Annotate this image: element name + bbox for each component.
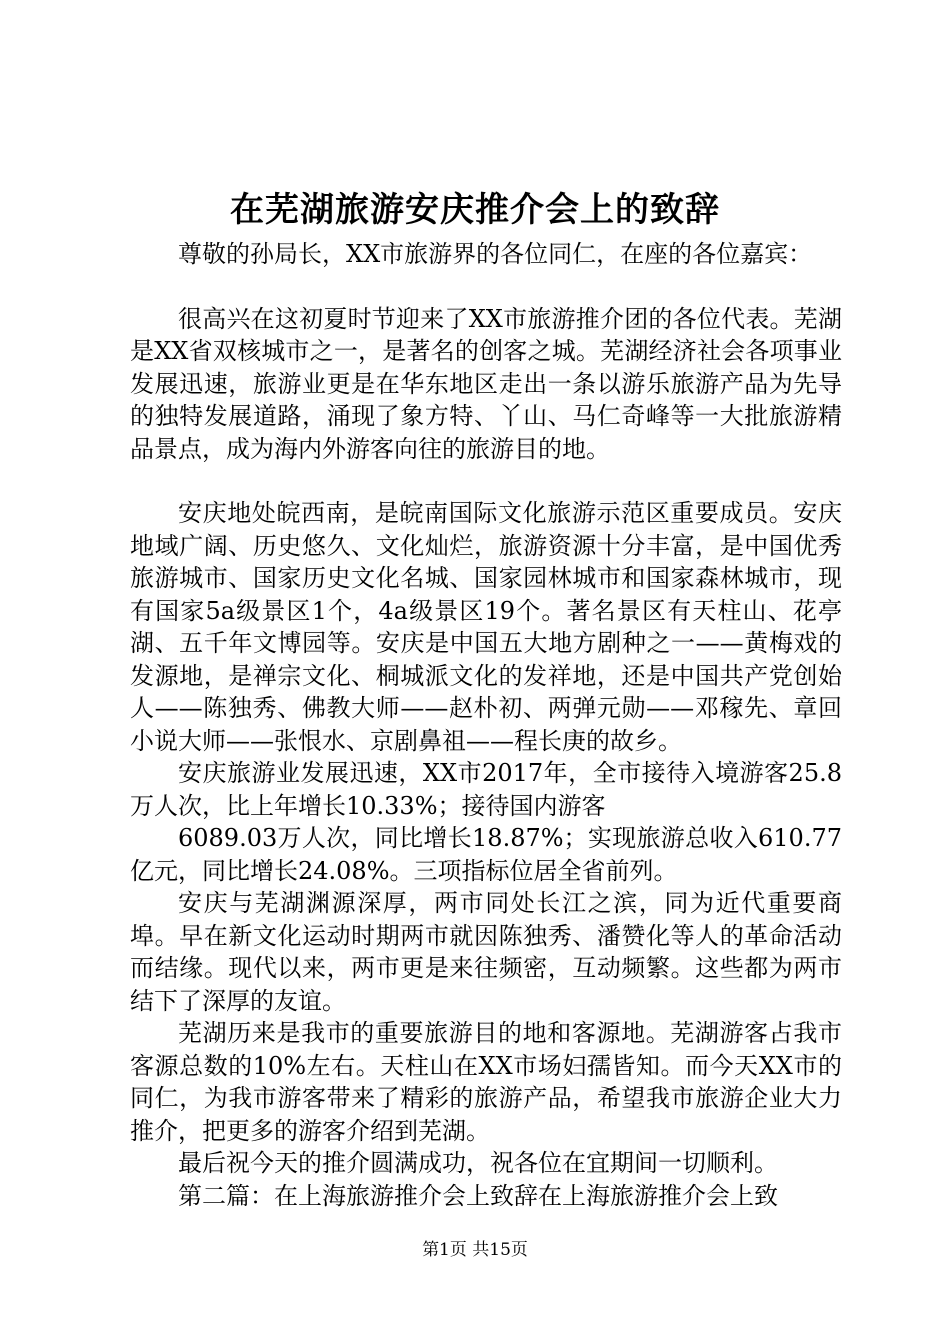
document-title: 在芜湖旅游安庆推介会上的致辞 — [230, 190, 720, 230]
document-body — [130, 238, 842, 1212]
visitor-source-paragraph: 芜湖历来是我市的重要旅游目的地和客源地。芜湖游客占我市客源总数的10%左右。天柱山在XX市场妇孺皆知。而今天XX市的同仁，为我市游客带来了精彩的旅游产品，希望我市旅游企业大力推介，把更多的游客介绍到芜湖。 — [130, 1019, 842, 1145]
second-article-heading: 第二篇：在上海旅游推介会上致辞在上海旅游推介会上致 — [178, 1181, 778, 1210]
salutation-paragraph: 尊敬的孙局长，XX市旅游界的各位同仁，在座的各位嘉宾： — [178, 240, 813, 268]
paragraph-spacer — [130, 271, 842, 303]
tourism-stats-continued-paragraph: 6089.03万人次，同比增长18.87%；实现旅游总收入610.77亿元，同比增长24.08%。三项指标位居全省前列。 — [130, 824, 842, 885]
wuhu-intro-paragraph: 很高兴在这初夏时节迎来了XX市旅游推介团的各位代表。芜湖是XX省双核城市之一，是著名的创客之城。芜湖经济社会各项事业发展迅速，旅游业更是在华东地区走出一条以游乐旅游产品为先导的独特发展道路，涌现了象方特、丫山、马仁奇峰等一大批旅游精品景点，成为海内外游客向往的旅游目的地。 — [130, 304, 842, 463]
anqing-intro-paragraph: 安庆地处皖西南，是皖南国际文化旅游示范区重要成员。安庆地域广阔、历史悠久、文化灿烂，旅游资源十分丰富，是中国优秀旅游城市、国家历史文化名城、国家园林城市和国家森林城市，现有国家5a级景区1个，4a级景区19个。著名景区有天柱山、花亭湖、五千年文博园等。安庆是中国五大地方剧种之一——黄梅戏的发源地，是禅宗文化、桐城派文化的发祥地，还是中国共产党创始人——陈独秀、佛教大师——赵朴初、两弹元勋——邓稼先、章回小说大师——张恨水、京剧鼻祖——程长庚的故乡。 — [130, 499, 842, 755]
tourism-stats-paragraph: 安庆旅游业发展迅速，XX市2017年，全市接待入境游客25.8万人次，比上年增长10.33%；接待国内游客 — [130, 759, 842, 820]
paragraph-spacer — [130, 465, 842, 497]
history-paragraph: 安庆与芜湖渊源深厚，两市同处长江之滨，同为近代重要商埠。早在新文化运动时期两市就因陈独秀、潘赞化等人的革命活动而结缘。现代以来，两市更是来往频密，互动频繁。这些都为两市结下了深厚的友谊。 — [130, 889, 842, 1015]
page-number-footer: 第1页 共15页 — [422, 1240, 528, 1260]
closing-paragraph: 最后祝今天的推介圆满成功，祝各位在宜期间一切顺利。 — [178, 1149, 778, 1177]
